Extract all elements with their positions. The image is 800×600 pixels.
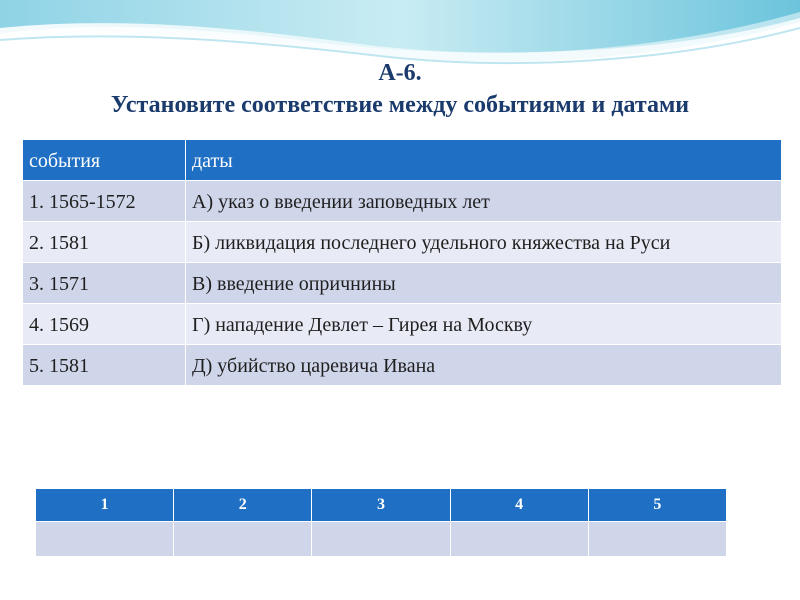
answer-header-3: 3 xyxy=(312,489,450,522)
table-row xyxy=(23,345,782,386)
table-cell-date: 1. 1565-1572 xyxy=(23,181,186,222)
table-cell-event: Б) ликвидация последнего удельного княжества на Руси xyxy=(186,222,782,263)
answer-header-1: 1 xyxy=(36,489,174,522)
answer-header-4: 4 xyxy=(450,489,588,522)
table-row xyxy=(23,304,782,345)
events-dates-table xyxy=(22,139,782,386)
table-cell-event: Г) нападение Девлет – Гирея на Москву xyxy=(186,304,782,345)
answer-cell-1[interactable] xyxy=(36,522,174,557)
table-row xyxy=(23,181,782,222)
answer-cell-3[interactable] xyxy=(312,522,450,557)
table-cell-event: Д) убийство царевича Ивана xyxy=(186,345,782,386)
table-cell-event: А) указ о введении заповедных лет xyxy=(186,181,782,222)
answer-header-2: 2 xyxy=(174,489,312,522)
table-row xyxy=(23,222,782,263)
answer-cell-4[interactable] xyxy=(450,522,588,557)
answer-cell-2[interactable] xyxy=(174,522,312,557)
answer-grid xyxy=(35,488,727,557)
table-header-events: события xyxy=(23,140,186,181)
answer-header-5: 5 xyxy=(588,489,726,522)
table-cell-date: 2. 1581 xyxy=(23,222,186,263)
slide-title-instruction: Установите соответствие между событиями и датами xyxy=(110,92,690,118)
slide-title-number: А-6. xyxy=(378,60,422,86)
table-cell-event: В) введение опричнины xyxy=(186,263,782,304)
table-cell-date: 3. 1571 xyxy=(23,263,186,304)
table-row xyxy=(23,263,782,304)
table-cell-date: 4. 1569 xyxy=(23,304,186,345)
answer-cell-5[interactable] xyxy=(588,522,726,557)
table-header-dates: даты xyxy=(186,140,782,181)
table-cell-date: 5. 1581 xyxy=(23,345,186,386)
